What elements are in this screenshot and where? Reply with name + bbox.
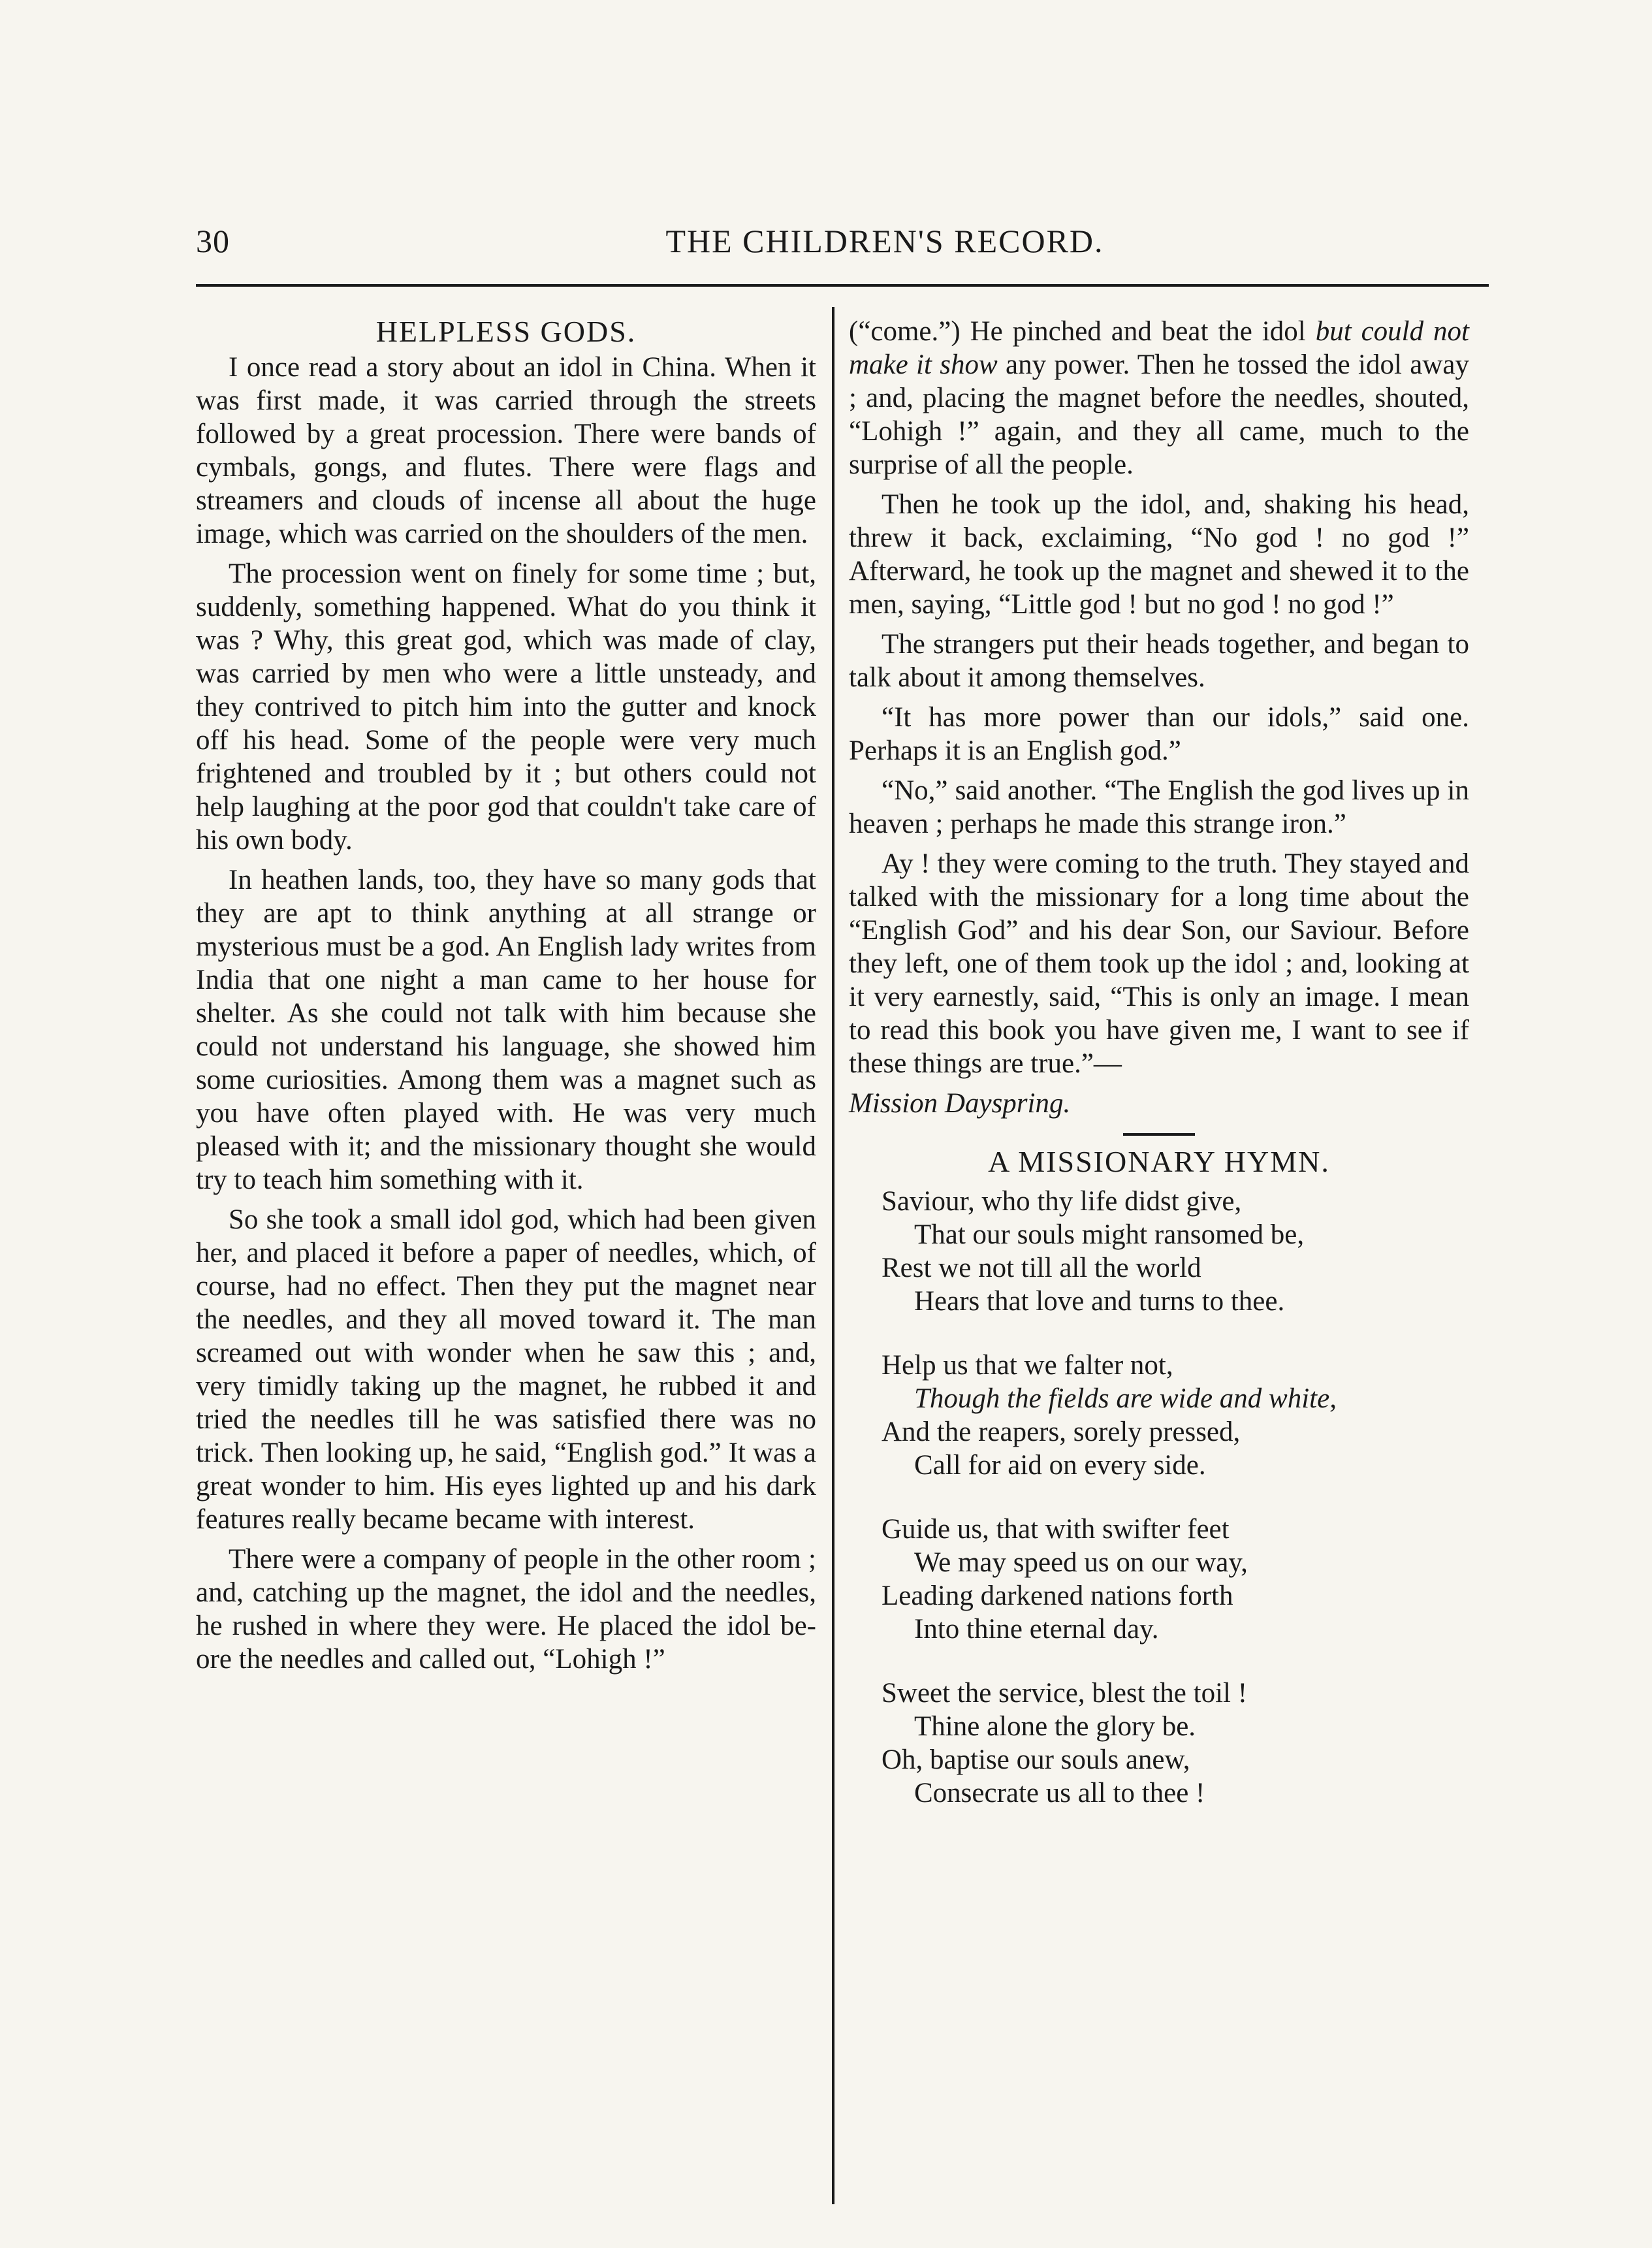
article-paragraph: So she took a small idol god, which had been given her, and placed it before a paper of needles, which, of course, had no effect. Then they put the magnet near the needles, and they all moved toward it. The man screamed out with wonder when he saw this ; and, very timidly taking up the magnet, he rubbed it and tried the needles till he was satisfied there was no trick. Then looking up, he said, “English god.” It was a great wonder to him. His eyes lighted up and his dark features really became became with interest. xyxy=(196,1204,816,1535)
hymn-line: And the reapers, sorely pressed, xyxy=(882,1417,1241,1447)
continuation-text: (“come.”) He pinched and beat the idol xyxy=(849,316,1316,347)
article-paragraph: Ay ! they were coming to the truth. They stayed and talked with the missionary for a long time about the “English God” and his dear Son, our Saviour. Before they left, one of them took up the idol ; and, looking at it very earnestly, said, “This is only an image. I mean to read this book you have given me, I want to see if these things are true.”— xyxy=(849,848,1469,1079)
hymn-line: Sweet the service, blest the toil ! xyxy=(882,1678,1248,1709)
page-number: 30 xyxy=(196,223,230,259)
hymn-line: Rest we not till all the world xyxy=(882,1253,1201,1283)
hymn-stanza xyxy=(882,1185,1469,1318)
publication-title: THE CHILDREN'S RECORD. xyxy=(665,223,1104,259)
hymn-line: Though the fields are wide and white, xyxy=(914,1383,1337,1414)
hymn-title: A MISSIONARY HYMN. xyxy=(988,1145,1330,1178)
hymn-line: That our souls might ransomed be, xyxy=(914,1219,1305,1250)
article-paragraph: The strangers put their heads together, and began to talk about it among themselves. xyxy=(849,629,1469,693)
article-paragraph: “It has more power than our idols,” said one. Perhaps it is an English god.” xyxy=(849,702,1469,766)
hymn-line: Thine alone the glory be. xyxy=(914,1711,1196,1742)
hymn-line: Call for aid on every side. xyxy=(914,1450,1206,1481)
hymn-line: Consecrate us all to thee ! xyxy=(914,1778,1205,1808)
left-column xyxy=(196,315,816,1682)
continuation-italic-text: but could not make it show xyxy=(849,316,1470,380)
hymn-line: Leading darkened nations forth xyxy=(882,1581,1233,1611)
article-continuation xyxy=(849,315,1469,481)
article-paragraph: “No,” said another. “The English the god lives up in heaven ; perhaps he made this strange iron.” xyxy=(849,775,1469,839)
article-paragraph: In heathen lands, too, they have so many gods that they are apt to think anything at all strange or mysterious must be a god. An English lady writes from India that one night a man came to her house for shelter. As she could not talk with him because she could not understand his language, she showed him some curiosities. Among them was a magnet such as you have often played with. He was very much pleased with it; and the missionary thought she would try to teach him something with it. xyxy=(196,865,816,1195)
page-header xyxy=(196,222,1489,274)
article-paragraph: Then he took up the idol, and, shaking his head, threw it back, exclaiming, “No god ! no god !” Afterward, he took up the magnet and shewed it to the men, saying, “Little god ! but no god ! no god !” xyxy=(849,489,1469,620)
hymn-line: Help us that we falter not, xyxy=(882,1350,1173,1381)
section-divider xyxy=(1123,1133,1195,1136)
hymn-line: Hears that love and turns to thee. xyxy=(914,1286,1285,1317)
continuation-text: any power. Then he tossed the idol away ; and, placing the magnet before the needles, shouted, “Lohigh !” again, and they all came, much to the surprise of all the people. xyxy=(849,349,1469,480)
article-paragraph: The procession went on finely for some time ; but, suddenly, something happened. What do you think it was ? Why, this great god, which was made of clay, was carried by men who were a little unsteady, and they contrived to pitch him into the gutter and knock off his head. Some of the people were very much frightened and troubled by it ; but others could not help laughing at the poor god that couldn't take care of his own body. xyxy=(196,558,816,856)
column-divider xyxy=(832,307,834,2204)
article-paragraph: There were a company of people in the other room ; and, catching up the magnet, the idol and the needles, he rushed in where they were. He placed the idol be-ore the needles and called out, “Lohigh !” xyxy=(196,1544,816,1675)
right-column xyxy=(849,315,1469,1840)
header-rule xyxy=(196,284,1489,287)
hymn-stanza xyxy=(882,1513,1469,1646)
hymn-stanza xyxy=(882,1677,1469,1810)
hymn-line: Oh, baptise our souls anew, xyxy=(882,1744,1190,1775)
article-attribution: Mission Dayspring. xyxy=(849,1088,1071,1119)
hymn-line: Into thine eternal day. xyxy=(914,1614,1159,1645)
hymn-stanza xyxy=(882,1349,1469,1482)
article-title: HELPLESS GODS. xyxy=(375,315,637,348)
article-paragraph: I once read a story about an idol in China. When it was first made, it was carried through the streets followed by a great procession. There were bands of cymbals, gongs, and flutes. There were flags and streamers and clouds of incense all about the huge image, which was carried on the shoulders of the men. xyxy=(196,352,816,549)
hymn-line: Saviour, who thy life didst give, xyxy=(882,1186,1242,1217)
hymn-line: Guide us, that with swifter feet xyxy=(882,1514,1230,1545)
hymn-line: We may speed us on our way, xyxy=(914,1547,1248,1578)
